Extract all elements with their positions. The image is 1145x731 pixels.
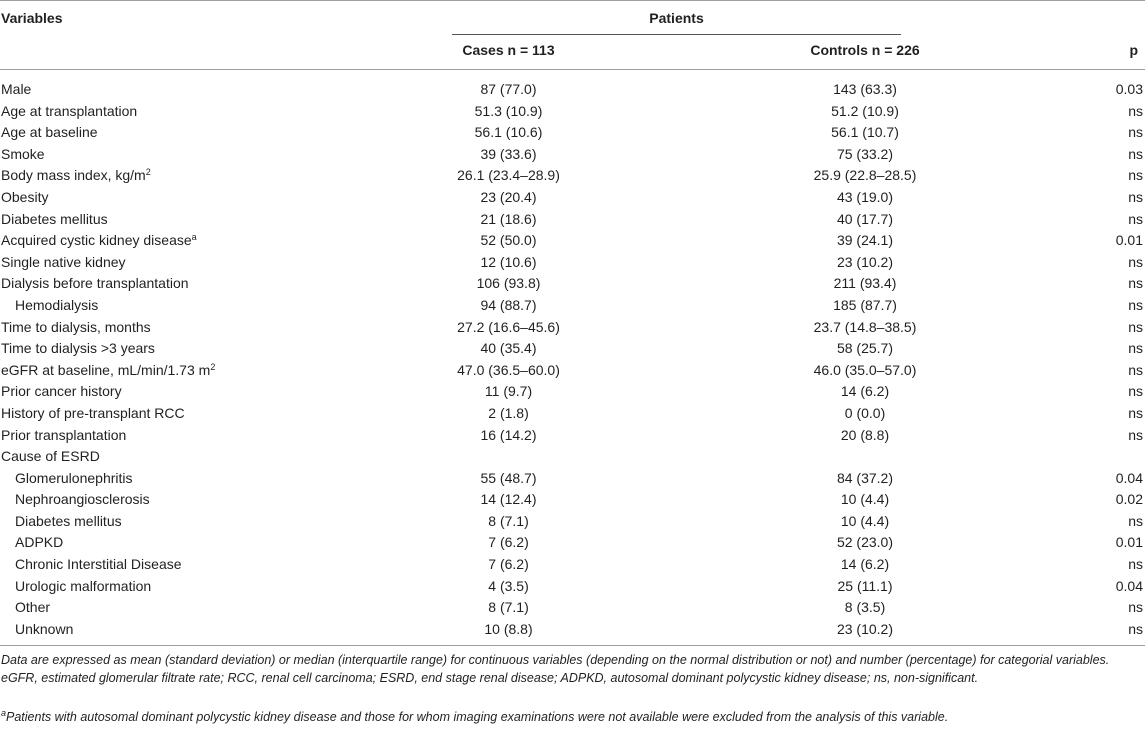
row-label xyxy=(1,144,45,166)
cell-controls: 52 (23.0) xyxy=(836,534,894,551)
table-body xyxy=(0,79,1145,640)
row-label xyxy=(1,338,155,360)
cell-cases: 7 (6.2) xyxy=(488,534,529,551)
row-label xyxy=(1,209,108,231)
cell-controls: 23 (10.2) xyxy=(836,253,894,270)
table-footnote-a xyxy=(1,708,1141,726)
table-row xyxy=(0,554,1145,576)
row-label xyxy=(1,101,137,123)
cell-p: ns xyxy=(1128,383,1143,400)
row-label-text: Obesity xyxy=(1,188,49,205)
cell-cases: 51.3 (10.9) xyxy=(474,102,543,119)
cell-p: 0.04 xyxy=(1115,577,1143,594)
row-label xyxy=(15,619,73,641)
cell-controls: 10 (4.4) xyxy=(840,512,890,529)
row-label-text: Chronic Interstitial Disease xyxy=(15,556,182,573)
row-label-text: Age at transplantation xyxy=(1,102,138,119)
cell-cases: 11 (9.7) xyxy=(484,383,533,400)
table-row xyxy=(0,576,1145,598)
cell-cases: 21 (18.6) xyxy=(480,210,537,227)
cell-cases: 87 (77.0) xyxy=(480,81,537,97)
cell-controls: 20 (8.8) xyxy=(840,426,890,443)
cell-p: ns xyxy=(1128,275,1143,292)
footnote-a-text: Patients with autosomal dominant polycystic kidney disease and those for whom imaging examinations were not available were excluded from the analysis of this variable. xyxy=(6,710,949,724)
cell-controls: 23 (10.2) xyxy=(836,620,894,637)
cell-cases: 27.2 (16.6–45.6) xyxy=(457,318,560,335)
cell-cases: 47.0 (36.5–60.0) xyxy=(457,361,560,378)
row-label-text: Prior transplantation xyxy=(1,426,127,443)
cell-cases: 94 (88.7) xyxy=(480,296,537,313)
cell-p: ns xyxy=(1128,512,1143,529)
row-label xyxy=(1,230,197,252)
cell-p: ns xyxy=(1128,188,1143,205)
table-row xyxy=(0,165,1145,187)
table-row xyxy=(0,381,1145,403)
cell-p: 0.03 xyxy=(1115,81,1143,97)
cell-controls: 56.1 (10.7) xyxy=(831,124,899,141)
row-label xyxy=(1,122,98,144)
row-label-text: History of pre-transplant RCC xyxy=(1,404,185,421)
table-row xyxy=(0,468,1145,490)
row-label-text: Unknown xyxy=(15,620,74,637)
footnote-marker: a xyxy=(1,708,7,718)
row-label-text: Time to dialysis >3 years xyxy=(1,340,155,357)
table-row xyxy=(0,425,1145,447)
row-label xyxy=(15,468,133,490)
cell-controls: 39 (24.1) xyxy=(836,232,894,249)
cell-p: ns xyxy=(1128,210,1143,227)
table-row xyxy=(0,273,1145,295)
cell-cases: 23 (20.4) xyxy=(480,188,537,205)
cell-cases: 26.1 (23.4–28.9) xyxy=(457,167,560,184)
table-row xyxy=(0,144,1145,166)
cell-p: ns xyxy=(1128,556,1143,573)
cell-p: ns xyxy=(1128,145,1143,162)
row-label xyxy=(1,187,48,209)
row-label xyxy=(15,489,150,511)
row-label-text: Diabetes mellitus xyxy=(15,512,122,529)
cell-controls: 14 (6.2) xyxy=(840,556,890,573)
row-label xyxy=(1,165,151,187)
header-patients: Patients xyxy=(649,10,704,26)
row-label xyxy=(15,511,122,533)
cell-p: ns xyxy=(1128,318,1143,335)
cell-p: 0.01 xyxy=(1115,534,1143,551)
header-cases: Cases n = 113 xyxy=(462,42,555,58)
cell-cases: 12 (10.6) xyxy=(480,253,537,270)
row-label-text: Age at baseline xyxy=(1,124,98,141)
cell-cases: 8 (7.1) xyxy=(488,512,529,529)
row-label-text: Smoke xyxy=(1,145,45,162)
row-label-text: Other xyxy=(15,599,51,616)
table-row xyxy=(0,403,1145,425)
table-row xyxy=(0,101,1145,123)
row-label-text: Glomerulonephritis xyxy=(15,469,133,486)
cell-p: ns xyxy=(1128,340,1143,357)
header-variables: Variables xyxy=(1,10,63,26)
cell-p: ns xyxy=(1128,426,1143,443)
cell-controls: 25.9 (22.8–28.5) xyxy=(813,167,917,184)
row-label xyxy=(1,79,31,101)
cell-controls: 43 (19.0) xyxy=(836,188,894,205)
table-row xyxy=(0,317,1145,339)
row-label-superscript: a xyxy=(191,232,197,243)
cell-p: ns xyxy=(1128,620,1143,637)
row-label-superscript: 2 xyxy=(145,167,151,178)
row-label-text: Urologic malformation xyxy=(15,577,152,594)
row-label xyxy=(1,360,215,382)
header-rule xyxy=(0,69,1145,70)
table-row xyxy=(0,360,1145,382)
cell-p: ns xyxy=(1128,404,1143,421)
cell-p: 0.04 xyxy=(1115,469,1143,486)
row-label-superscript: 2 xyxy=(210,361,216,372)
row-label xyxy=(15,295,98,317)
table-row xyxy=(0,511,1145,533)
cell-controls: 14 (6.2) xyxy=(840,383,890,400)
cell-controls: 46.0 (35.0–57.0) xyxy=(813,361,917,378)
header-p: p xyxy=(1129,42,1138,58)
cell-controls: 25 (11.1) xyxy=(837,577,893,594)
row-label xyxy=(15,532,63,554)
cell-controls: 23.7 (14.8–38.5) xyxy=(813,318,917,335)
table-row xyxy=(0,252,1145,274)
table-footnote: Data are expressed as mean (standard deviation) or median (interquartile range) for continuous variables (depending on the normal distribution or not) and number (percentage) for categorial variables. eGFR, estimated glomerular filtrate rate; RCC, renal cell carcinoma; ESRD, end stage renal disease; ADPKD, autosomal dominant polycystic kidney disease; ns, non-significant. xyxy=(1,653,1110,685)
cell-cases: 8 (7.1) xyxy=(488,599,529,616)
row-label xyxy=(1,273,189,295)
cell-p: ns xyxy=(1128,253,1143,270)
table-bottom-rule xyxy=(0,645,1145,646)
cell-controls: 84 (37.2) xyxy=(836,469,894,486)
row-label xyxy=(1,252,126,274)
table-row xyxy=(0,79,1145,101)
header-controls: Controls n = 226 xyxy=(810,42,920,58)
cell-cases: 39 (33.6) xyxy=(480,145,537,162)
table-top-rule xyxy=(0,0,1145,1)
table-row xyxy=(0,619,1145,641)
cell-p: ns xyxy=(1128,102,1143,119)
cell-controls: 185 (87.7) xyxy=(833,296,897,313)
row-label xyxy=(1,425,126,447)
row-label-text: Diabetes mellitus xyxy=(1,210,108,227)
row-label-text: Time to dialysis, months xyxy=(1,318,151,335)
row-label xyxy=(15,554,182,576)
row-label-text: ADPKD xyxy=(15,534,64,551)
table-row xyxy=(0,295,1145,317)
cell-controls: 40 (17.7) xyxy=(836,210,894,227)
row-label xyxy=(15,576,151,598)
row-label-text: Acquired cystic kidney disease xyxy=(1,232,192,249)
cell-p: ns xyxy=(1128,361,1143,378)
cell-p: ns xyxy=(1128,599,1143,616)
table-row xyxy=(0,209,1145,231)
cell-cases: 40 (35.4) xyxy=(480,340,537,357)
cell-controls: 10 (4.4) xyxy=(840,491,890,508)
table-row xyxy=(0,230,1145,252)
table-row xyxy=(0,597,1145,619)
table-row xyxy=(0,338,1145,360)
row-label-text: Single native kidney xyxy=(1,253,126,270)
cell-cases: 55 (48.7) xyxy=(480,469,537,486)
cell-controls: 143 (63.3) xyxy=(833,81,897,97)
cell-cases: 14 (12.4) xyxy=(480,491,537,508)
cell-p: ns xyxy=(1128,124,1143,141)
cell-cases: 52 (50.0) xyxy=(480,232,537,249)
cell-p: 0.02 xyxy=(1115,491,1143,508)
table-row xyxy=(0,187,1145,209)
table-row xyxy=(0,122,1145,144)
table-row xyxy=(0,532,1145,554)
row-label-text: Body mass index, kg/m xyxy=(1,167,146,184)
cell-p: ns xyxy=(1128,167,1143,184)
cell-controls: 51.2 (10.9) xyxy=(831,102,899,119)
row-label-text: Nephroangiosclerosis xyxy=(15,491,150,508)
cell-controls: 8 (3.5) xyxy=(844,599,886,616)
cell-controls: 58 (25.7) xyxy=(836,340,894,357)
cell-p: 0.01 xyxy=(1115,232,1143,249)
cell-cases: 16 (14.2) xyxy=(480,426,537,443)
cell-cases: 56.1 (10.6) xyxy=(474,124,543,141)
patients-group-rule xyxy=(452,34,901,35)
row-label xyxy=(1,317,151,339)
table-row xyxy=(0,446,1145,468)
row-label-text: Male xyxy=(1,81,32,97)
row-label-text: Dialysis before transplantation xyxy=(1,275,189,292)
cell-cases: 4 (3.5) xyxy=(488,577,529,594)
row-label xyxy=(1,403,185,425)
cell-controls: 211 (93.4) xyxy=(833,275,897,292)
row-label xyxy=(1,446,100,468)
table-row xyxy=(0,489,1145,511)
cell-controls: 75 (33.2) xyxy=(836,145,894,162)
cell-cases: 2 (1.8) xyxy=(488,404,529,421)
cell-cases: 10 (8.8) xyxy=(484,620,533,637)
row-label xyxy=(15,597,50,619)
cell-cases: 7 (6.2) xyxy=(488,556,529,573)
row-label-text: Hemodialysis xyxy=(15,296,99,313)
row-label-text: eGFR at baseline, mL/min/1.73 m xyxy=(1,361,211,378)
row-label-text: Cause of ESRD xyxy=(1,448,100,465)
cell-controls: 0 (0.0) xyxy=(844,404,886,421)
row-label-text: Prior cancer history xyxy=(1,383,122,400)
cell-cases: 106 (93.8) xyxy=(476,275,541,292)
row-label xyxy=(1,381,122,403)
cell-p: ns xyxy=(1128,296,1143,313)
